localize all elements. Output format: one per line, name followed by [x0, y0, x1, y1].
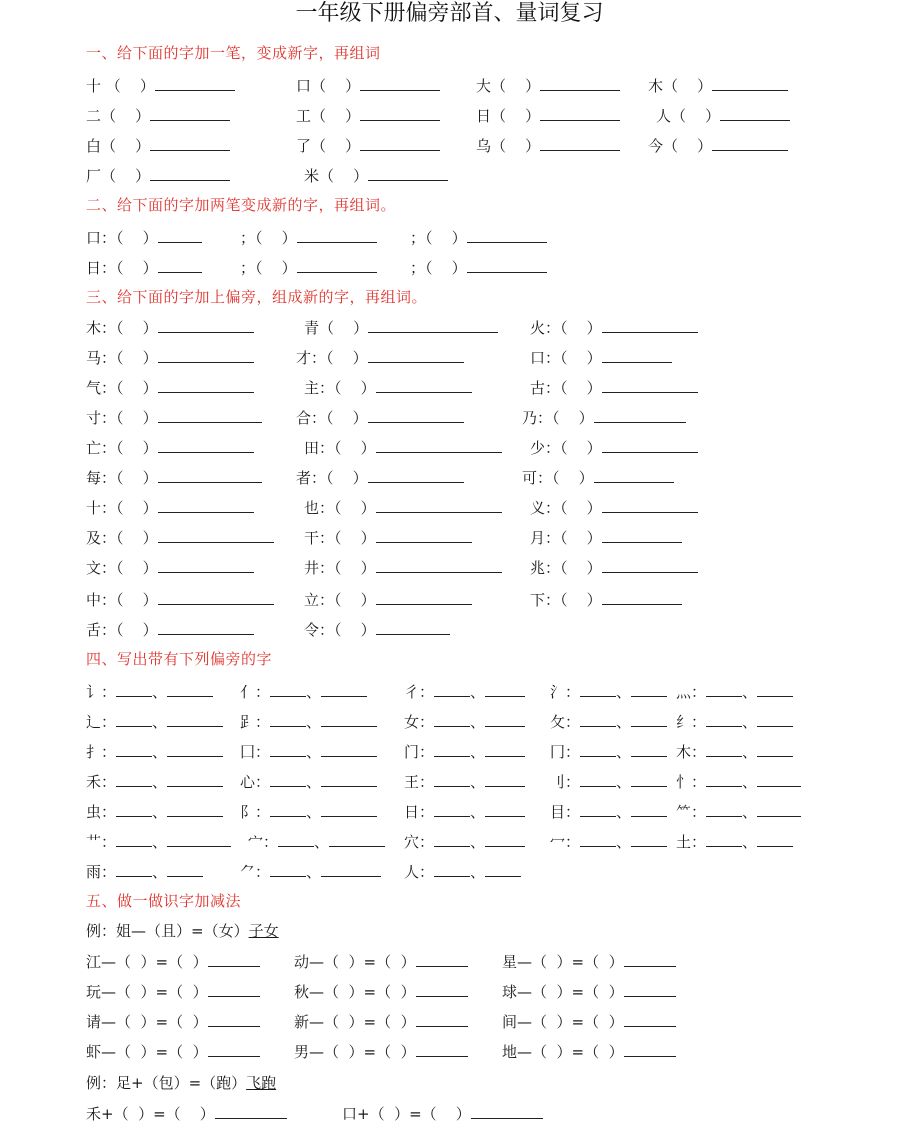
item-label: ；（ ） [410, 229, 467, 247]
answer-line[interactable] [321, 712, 377, 727]
item-label: 口（ ） [296, 77, 361, 95]
example-answer: 飞跑 [246, 1074, 277, 1092]
item-label: 才：（ ） [296, 349, 368, 367]
item-label: 星—（ ）=（ ） [502, 953, 624, 971]
answer-line[interactable] [580, 742, 616, 757]
answer-line[interactable] [467, 258, 547, 273]
item-label: 人（ ） [656, 107, 721, 125]
answer-line[interactable] [116, 802, 152, 817]
separator: 、 [306, 683, 322, 701]
answer-line[interactable] [368, 348, 464, 363]
answer-line[interactable] [158, 620, 254, 635]
answer-line[interactable] [167, 712, 223, 727]
answer-line[interactable] [471, 1104, 543, 1119]
separator: 、 [742, 743, 758, 761]
answer-line[interactable] [368, 468, 464, 483]
item-label: 井：（ ） [304, 559, 376, 577]
answer-line[interactable] [416, 1042, 468, 1057]
item-label: 心： [240, 773, 271, 791]
example-prefix: 例：姐—（且）=（女） [86, 922, 249, 940]
answer-line[interactable] [485, 712, 525, 727]
answer-line[interactable] [167, 682, 213, 697]
separator: 、 [152, 803, 168, 821]
separator: 、 [152, 683, 168, 701]
answer-line[interactable] [208, 1012, 260, 1027]
item-label: 氵： [550, 683, 581, 701]
item-label: 穴： [404, 833, 435, 851]
answer-line[interactable] [167, 832, 231, 847]
answer-line[interactable] [631, 772, 667, 787]
answer-line[interactable] [167, 742, 223, 757]
answer-line[interactable] [706, 682, 742, 697]
item-label: 阝： [240, 803, 271, 821]
answer-line[interactable] [706, 802, 742, 817]
item-label: 扌： [86, 743, 117, 761]
answer-line[interactable] [434, 862, 470, 877]
answer-line[interactable] [321, 862, 381, 877]
answer-line[interactable] [158, 348, 254, 363]
answer-line[interactable] [631, 712, 667, 727]
answer-line[interactable] [208, 952, 260, 967]
answer-line[interactable] [368, 318, 498, 333]
answer-line[interactable] [594, 468, 674, 483]
answer-line[interactable] [757, 682, 793, 697]
answer-line[interactable] [434, 832, 470, 847]
answer-line[interactable] [368, 408, 464, 423]
answer-line[interactable] [376, 498, 502, 513]
answer-line[interactable] [580, 832, 616, 847]
answer-line[interactable] [602, 590, 682, 605]
answer-line[interactable] [158, 378, 254, 393]
answer-line[interactable] [360, 76, 440, 91]
section-4-heading: 四、写出带有下列偏旁的字 [86, 650, 273, 668]
answer-line[interactable] [376, 558, 502, 573]
answer-line[interactable] [624, 952, 676, 967]
item-label: 二（ ） [86, 107, 151, 125]
answer-line[interactable] [757, 802, 801, 817]
item-label: 及：（ ） [86, 529, 158, 547]
separator: 、 [152, 863, 168, 881]
section-5-heading: 五、做一做识字加减法 [86, 892, 242, 910]
answer-line[interactable] [270, 772, 306, 787]
item-label: 新—（ ）=（ ） [294, 1013, 416, 1031]
answer-line[interactable] [158, 558, 254, 573]
page-title: 一年级下册偏旁部首、量词复习 [295, 1, 604, 26]
answer-line[interactable] [540, 76, 620, 91]
answer-line[interactable] [329, 832, 385, 847]
item-label: 文：（ ） [86, 559, 158, 577]
answer-line[interactable] [167, 862, 203, 877]
item-label: 木：（ ） [86, 319, 158, 337]
answer-line[interactable] [150, 106, 230, 121]
separator: 、 [314, 833, 330, 851]
item-label: 日：（ ） [86, 259, 158, 277]
answer-line[interactable] [580, 772, 616, 787]
answer-line[interactable] [757, 772, 801, 787]
item-label: 大（ ） [476, 77, 541, 95]
item-label: 讠： [86, 683, 117, 701]
separator: 、 [306, 803, 322, 821]
answer-line[interactable] [467, 228, 547, 243]
answer-line[interactable] [158, 228, 202, 243]
separator: 、 [742, 683, 758, 701]
answer-line[interactable] [270, 712, 306, 727]
separator: 、 [470, 833, 486, 851]
answer-line[interactable] [602, 498, 698, 513]
separator: 、 [470, 863, 486, 881]
answer-line[interactable] [540, 136, 620, 151]
item-label: 亡：（ ） [86, 439, 158, 457]
item-label: 者：（ ） [296, 469, 368, 487]
item-label: 目： [550, 803, 581, 821]
separator: 、 [470, 773, 486, 791]
item-label: 田：（ ） [304, 439, 376, 457]
answer-line[interactable] [485, 862, 521, 877]
item-label: 球—（ ）=（ ） [502, 983, 624, 1001]
item-label: 木： [676, 743, 707, 761]
item-label: 冂： [550, 743, 581, 761]
answer-line[interactable] [416, 1012, 468, 1027]
item-label: 气：（ ） [86, 379, 158, 397]
item-label: 口：（ ） [86, 229, 158, 247]
item-label: 古：（ ） [530, 379, 602, 397]
answer-line[interactable] [376, 528, 472, 543]
section-3-heading: 三、给下面的字加上偏旁，组成新的字，再组词。 [86, 288, 428, 306]
item-label: 禾+（ ）=（ ） [86, 1105, 215, 1123]
answer-line[interactable] [376, 590, 472, 605]
item-label: 地—（ ）=（ ） [502, 1043, 624, 1061]
item-label: 工（ ） [296, 107, 361, 125]
separator: 、 [306, 863, 322, 881]
answer-line[interactable] [270, 742, 306, 757]
answer-line[interactable] [368, 166, 448, 181]
item-label: 囗： [240, 743, 271, 761]
separator: 、 [470, 683, 486, 701]
item-label: 亻： [240, 683, 271, 701]
answer-line[interactable] [360, 106, 440, 121]
answer-line[interactable] [757, 832, 793, 847]
separator: 、 [742, 833, 758, 851]
item-label: 主：（ ） [304, 379, 376, 397]
separator: 、 [306, 713, 322, 731]
item-label: 下：（ ） [530, 591, 602, 609]
separator: 、 [616, 773, 632, 791]
item-label: 乃：（ ） [522, 409, 594, 427]
item-label: 寸：（ ） [86, 409, 158, 427]
item-label: 雨： [86, 863, 117, 881]
separator: 、 [470, 743, 486, 761]
answer-line[interactable] [706, 772, 742, 787]
item-label: 青（ ） [304, 319, 369, 337]
item-label: 马：（ ） [86, 349, 158, 367]
item-label: ；（ ） [240, 229, 297, 247]
answer-line[interactable] [580, 712, 616, 727]
item-label: 门： [404, 743, 435, 761]
answer-line[interactable] [540, 106, 620, 121]
item-label: 米（ ） [304, 167, 369, 185]
answer-line[interactable] [158, 498, 254, 513]
answer-line[interactable] [270, 862, 306, 877]
separator: 、 [616, 803, 632, 821]
answer-line[interactable] [297, 228, 377, 243]
answer-line[interactable] [434, 682, 470, 697]
answer-line[interactable] [376, 620, 450, 635]
item-label: 兆：（ ） [530, 559, 602, 577]
answer-line[interactable] [270, 682, 306, 697]
item-label: 十：（ ） [86, 499, 158, 517]
item-label: 𧾷： [240, 713, 271, 731]
answer-line[interactable] [376, 378, 472, 393]
item-label: 每：（ ） [86, 469, 158, 487]
answer-line[interactable] [631, 802, 667, 817]
item-label: 刂： [550, 773, 581, 791]
item-label: 义：（ ） [530, 499, 602, 517]
item-label: 人： [404, 863, 435, 881]
answer-line[interactable] [602, 528, 682, 543]
item-label: 立：（ ） [304, 591, 376, 609]
answer-line[interactable] [757, 712, 793, 727]
answer-line[interactable] [321, 772, 377, 787]
separator: 、 [152, 773, 168, 791]
item-label: ；（ ） [240, 259, 297, 277]
item-label: 白（ ） [86, 137, 151, 155]
answer-line[interactable] [158, 468, 262, 483]
separator: 、 [616, 683, 632, 701]
separator: 、 [742, 773, 758, 791]
separator: 、 [306, 743, 322, 761]
answer-line[interactable] [416, 952, 468, 967]
separator: 、 [470, 713, 486, 731]
answer-line[interactable] [158, 258, 202, 273]
item-label: 木（ ） [648, 77, 713, 95]
answer-line[interactable] [757, 742, 793, 757]
answer-line[interactable] [155, 76, 235, 91]
separator: 、 [470, 803, 486, 821]
answer-line[interactable] [158, 318, 254, 333]
answer-line[interactable] [485, 772, 525, 787]
answer-line[interactable] [116, 682, 152, 697]
separator: 、 [742, 713, 758, 731]
answer-line[interactable] [602, 558, 698, 573]
answer-line[interactable] [158, 528, 274, 543]
answer-line[interactable] [150, 166, 230, 181]
answer-line[interactable] [602, 438, 698, 453]
answer-line[interactable] [116, 862, 152, 877]
item-label: 艹： [86, 833, 117, 851]
separator: 、 [616, 833, 632, 851]
item-label: 忄： [676, 773, 707, 791]
separator: 、 [152, 743, 168, 761]
section-2-heading: 二、给下面的字加两笔变成新的字，再组词。 [86, 196, 397, 214]
answer-line[interactable] [720, 106, 790, 121]
answer-line[interactable] [434, 712, 470, 727]
answer-line[interactable] [167, 772, 223, 787]
item-label: 合：（ ） [296, 409, 368, 427]
item-label: 攵： [550, 713, 581, 731]
example-prefix: 例：足+（包）=（跑） [86, 1074, 247, 1092]
item-label: ；（ ） [410, 259, 467, 277]
item-label: 今（ ） [648, 137, 713, 155]
item-label: 少：（ ） [530, 439, 602, 457]
item-label: 虾—（ ）=（ ） [86, 1043, 208, 1061]
answer-line[interactable] [631, 832, 667, 847]
example-answer: 子女 [248, 922, 279, 940]
answer-line[interactable] [631, 742, 667, 757]
item-label: 了（ ） [296, 137, 361, 155]
answer-line[interactable] [594, 408, 686, 423]
item-label: 江—（ ）=（ ） [86, 953, 208, 971]
item-label: 宀： [248, 833, 279, 851]
answer-line[interactable] [360, 136, 440, 151]
answer-line[interactable] [321, 802, 377, 817]
answer-line[interactable] [434, 742, 470, 757]
answer-line[interactable] [434, 802, 470, 817]
item-label: 月：（ ） [530, 529, 602, 547]
separator: 、 [152, 713, 168, 731]
answer-line[interactable] [631, 682, 667, 697]
answer-line[interactable] [706, 832, 742, 847]
answer-line[interactable] [485, 682, 525, 697]
item-label: 十 （ ） [86, 77, 155, 95]
answer-line[interactable] [208, 982, 260, 997]
answer-line[interactable] [376, 438, 502, 453]
item-label: 秋—（ ）=（ ） [294, 983, 416, 1001]
item-label: 王： [404, 773, 435, 791]
item-label: 火：（ ） [530, 319, 602, 337]
answer-line[interactable] [434, 772, 470, 787]
item-label: 土： [676, 833, 707, 851]
answer-line[interactable] [321, 742, 377, 757]
answer-line[interactable] [116, 832, 152, 847]
item-label: ⺈： [240, 863, 271, 881]
answer-line[interactable] [624, 1042, 676, 1057]
answer-line[interactable] [321, 682, 367, 697]
item-label: 禾： [86, 773, 117, 791]
answer-line[interactable] [602, 378, 698, 393]
answer-line[interactable] [158, 438, 254, 453]
item-label: 灬： [676, 683, 707, 701]
answer-line[interactable] [215, 1104, 287, 1119]
item-label: 口：（ ） [530, 349, 602, 367]
item-label: 虫： [86, 803, 117, 821]
item-label: 辶： [86, 713, 117, 731]
answer-line[interactable] [706, 712, 742, 727]
item-label: 女： [404, 713, 435, 731]
item-label: 可：（ ） [522, 469, 594, 487]
item-label: 纟： [676, 713, 707, 731]
item-label: 干：（ ） [304, 529, 376, 547]
item-label: 动—（ ）=（ ） [294, 953, 416, 971]
answer-line[interactable] [602, 348, 672, 363]
separator: 、 [742, 803, 758, 821]
answer-line[interactable] [602, 318, 698, 333]
separator: 、 [152, 833, 168, 851]
answer-line[interactable] [150, 136, 230, 151]
answer-line[interactable] [485, 742, 525, 757]
answer-line[interactable] [270, 802, 306, 817]
item-label: 日： [404, 803, 435, 821]
answer-line[interactable] [116, 772, 152, 787]
answer-line[interactable] [624, 1012, 676, 1027]
answer-line[interactable] [485, 832, 525, 847]
answer-line[interactable] [158, 408, 262, 423]
answer-line[interactable] [580, 802, 616, 817]
section-1-heading: 一、给下面的字加一笔，变成新字，再组词 [86, 44, 381, 62]
item-label: 男—（ ）=（ ） [294, 1043, 416, 1061]
answer-line[interactable] [485, 802, 525, 817]
item-label: 令：（ ） [304, 621, 376, 639]
item-label: 请—（ ）=（ ） [86, 1013, 208, 1031]
answer-line[interactable] [167, 802, 223, 817]
item-label: 冖： [550, 833, 581, 851]
separator: 、 [306, 773, 322, 791]
answer-line[interactable] [624, 982, 676, 997]
item-label: 厂（ ） [86, 167, 151, 185]
separator: 、 [616, 743, 632, 761]
item-label: 口+（ ）=（ ） [342, 1105, 471, 1123]
answer-line[interactable] [416, 982, 468, 997]
item-label: ⺮： [676, 803, 707, 821]
answer-line[interactable] [712, 76, 788, 91]
item-label: 也：（ ） [304, 499, 376, 517]
answer-line[interactable] [116, 712, 152, 727]
item-label: 玩—（ ）=（ ） [86, 983, 208, 1001]
item-label: 间—（ ）=（ ） [502, 1013, 624, 1031]
item-label: 中：（ ） [86, 591, 158, 609]
answer-line[interactable] [158, 590, 274, 605]
answer-line[interactable] [208, 1042, 260, 1057]
answer-line[interactable] [297, 258, 377, 273]
item-label: 日（ ） [476, 107, 541, 125]
separator: 、 [616, 713, 632, 731]
answer-line[interactable] [278, 832, 314, 847]
answer-line[interactable] [706, 742, 742, 757]
item-label: 舌：（ ） [86, 621, 158, 639]
answer-line[interactable] [712, 136, 788, 151]
answer-line[interactable] [580, 682, 616, 697]
item-label: 彳： [404, 683, 435, 701]
item-label: 乌（ ） [476, 137, 541, 155]
answer-line[interactable] [116, 742, 152, 757]
